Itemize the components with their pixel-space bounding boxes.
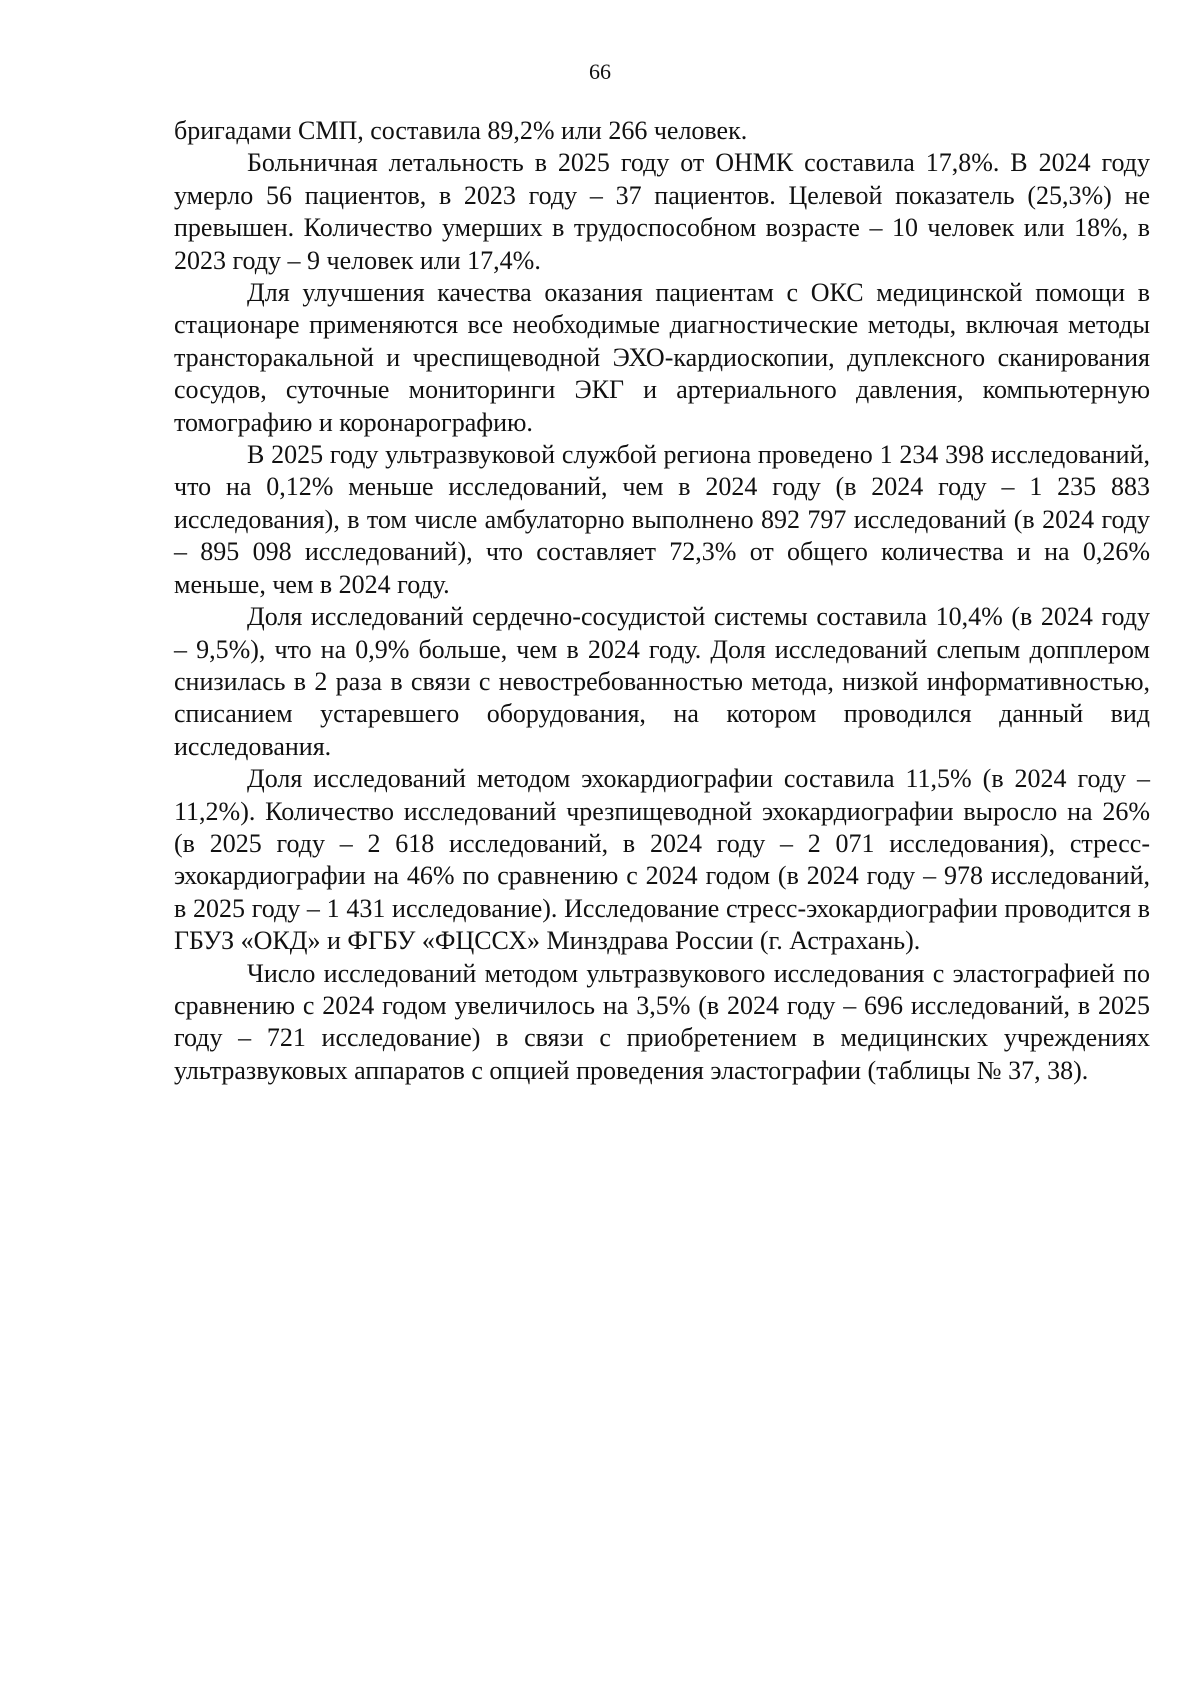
- body-text: [174, 115, 1150, 1087]
- paragraph-echocardiography: Доля исследований методом эхокардиографии составила 11,5% (в 2024 году – 11,2%). Количество исследований чрезпищеводной эхокардиографии выросло на 26% (в 2025 году – 2 618 исследований, в 2024 году – 2 071 исследования), стресс-эхокардиографии на 46% по сравнению с 2024 годом (в 2024 году – 978 исследований, в 2025 году – 1 431 исследование). Исследование стресс-эхокардиографии проводится в ГБУЗ «ОКД» и ФГБУ «ФЦССХ» Минздрава России (г. Астрахань).: [174, 764, 1150, 956]
- paragraph-cardiovascular-share: Доля исследований сердечно-сосудистой системы составила 10,4% (в 2024 году – 9,5%), что на 0,9% больше, чем в 2024 году. Доля исследований слепым допплером снизилась в 2 раза в связи с невостребованностью метода, низкой информативностью, списанием устаревшего оборудования, на котором проводился данный вид исследования.: [174, 602, 1150, 761]
- paragraph-hospital-mortality: Больничная летальность в 2025 году от ОНМК составила 17,8%. В 2024 году умерло 56 пациентов, в 2023 году – 37 пациентов. Целевой показатель (25,3%) не превышен. Количество умерших в трудоспособном возрасте – 10 человек или 18%, в 2023 году – 9 человек или 17,4%.: [174, 148, 1150, 275]
- paragraph-continuation: бригадами СМП, составила 89,2% или 266 человек.: [174, 116, 748, 145]
- page-number: 66: [589, 59, 611, 84]
- paragraph-elastography: Число исследований методом ультразвукового исследования с эластографией по сравнению с 2024 годом увеличилось на 3,5% (в 2024 году – 696 исследований, в 2025 году – 721 исследование) в связи с приобретением в медицинских учреждениях ультразвуковых аппаратов с опцией проведения эластографии (таблицы № 37, 38).: [174, 958, 1150, 1085]
- paragraph-diagnostic-methods: Для улучшения качества оказания пациентам с ОКС медицинской помощи в стационаре применяются все необходимые диагностические методы, включая методы трансторакальной и чреспищеводной ЭХО-кардиоскопии, дуплексного сканирования сосудов, суточные мониторинги ЭКГ и артериального давления, компьютерную томографию и коронарографию.: [174, 278, 1150, 437]
- paragraph-ultrasound-service: В 2025 году ультразвуковой службой региона проведено 1 234 398 исследований, что на 0,12% меньше исследований, чем в 2024 году (в 2024 году – 1 235 883 исследования), в том числе амбулаторно выполнено 892 797 исследований (в 2024 году – 895 098 исследований), что составляет 72,3% от общего количества и на 0,26% меньше, чем в 2024 году.: [174, 440, 1150, 599]
